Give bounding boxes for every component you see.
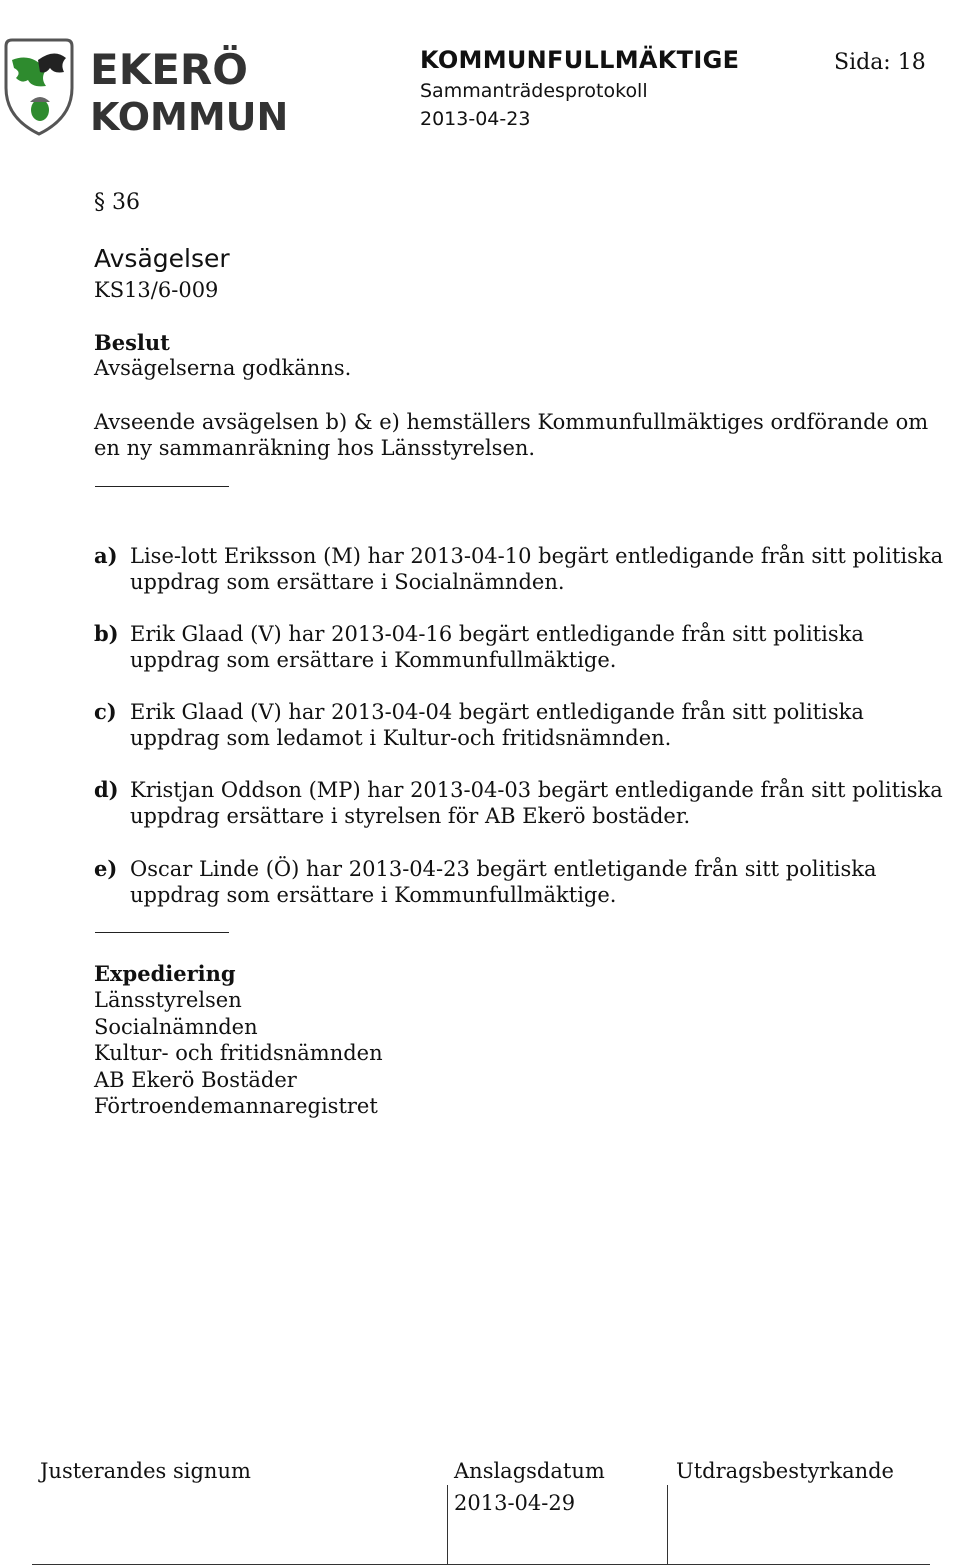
case-reference: KS13/6-009 bbox=[94, 278, 219, 302]
footer-bottom-rule bbox=[32, 1564, 930, 1565]
paragraph-number: § 36 bbox=[94, 190, 140, 215]
item-text: Erik Glaad (V) har 2013-04-16 begärt entledigande från sitt politiska uppdrag som ersättare i Kommunfullmäktige. bbox=[130, 622, 864, 672]
item-text: Lise-lott Eriksson (M) har 2013-04-10 begärt entledigande från sitt politiska uppdrag som ersättare i Socialnämnden. bbox=[130, 544, 944, 594]
recipient: Kultur- och fritidsnämnden bbox=[94, 1041, 383, 1065]
expediering-list bbox=[94, 987, 383, 1120]
recount-note: Avseende avsägelsen b) & e) hemställers Kommunfullmäktiges ordförande om en ny sammanräkning hos Länsstyrelsen. bbox=[94, 410, 929, 460]
item-text: Kristjan Oddson (MP) har 2013-04-03 begärt entledigande från sitt politiska uppdrag ersättare i styrelsen för AB Ekerö bostäder. bbox=[130, 778, 943, 828]
recipient: Länsstyrelsen bbox=[94, 988, 242, 1012]
logo-text-kommun: KOMMUN bbox=[90, 95, 289, 139]
footer-anslagsdatum: Anslagsdatum bbox=[454, 1459, 605, 1483]
recipient: AB Ekerö Bostäder bbox=[94, 1067, 297, 1092]
recipient: Förtroendemannaregistret bbox=[94, 1094, 378, 1118]
ekero-kommun-logo bbox=[2, 30, 289, 139]
item-text: Erik Glaad (V) har 2013-04-04 begärt entledigande från sitt politiska uppdrag som ledamot i Kultur-och fritidsnämnden. bbox=[130, 700, 864, 750]
beslut-text: Avsägelserna godkänns. bbox=[94, 356, 352, 380]
item-label: b) bbox=[94, 621, 119, 646]
item-label: c) bbox=[94, 699, 117, 724]
footer-divider bbox=[667, 1485, 668, 1565]
logo-text-ekero: EKERÖ bbox=[90, 45, 248, 94]
header-title: KOMMUNFULLMÄKTIGE bbox=[420, 46, 740, 74]
section-title: Avsägelser bbox=[94, 244, 230, 273]
item-text: Oscar Linde (Ö) har 2013-04-23 begärt entletigande från sitt politiska uppdrag som ersättare i Kommunfullmäktige. bbox=[130, 857, 877, 907]
divider bbox=[95, 932, 229, 933]
footer-utdragsbestyrkande: Utdragsbestyrkande bbox=[676, 1459, 894, 1483]
footer-divider bbox=[447, 1485, 448, 1565]
header-date: 2013-04-23 bbox=[420, 108, 531, 130]
header-subtitle: Sammanträdesprotokoll bbox=[420, 80, 648, 102]
item-label: e) bbox=[94, 856, 118, 881]
expediering-heading: Expediering bbox=[94, 961, 236, 986]
recipient: Socialnämnden bbox=[94, 1014, 258, 1039]
footer-justerandes-signum: Justerandes signum bbox=[40, 1459, 251, 1483]
item-label: d) bbox=[94, 777, 119, 802]
divider bbox=[95, 486, 229, 487]
beslut-heading: Beslut bbox=[94, 330, 170, 355]
item-label: a) bbox=[94, 543, 118, 568]
page-number: Sida: 18 bbox=[834, 50, 926, 75]
footer-anslag-date: 2013-04-29 bbox=[454, 1491, 576, 1515]
